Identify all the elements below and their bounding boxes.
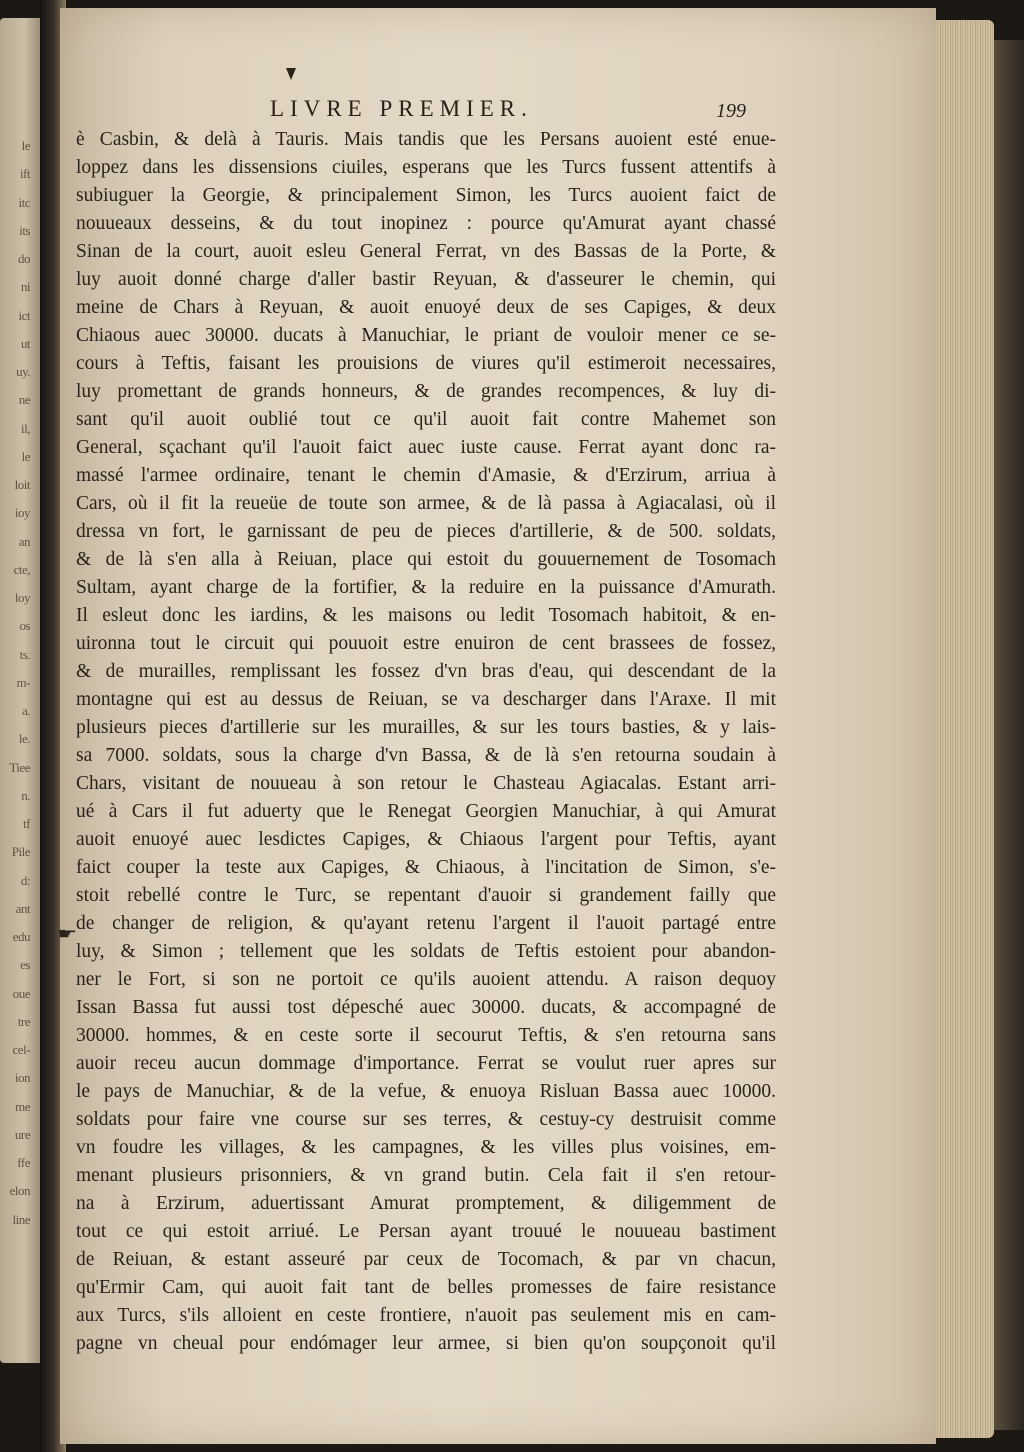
previous-page-fragment: ioy: [14, 505, 30, 521]
text-line: luy auoit donné charge d'aller bastir Reyuan, & d'asseurer le chemin, qui: [76, 269, 776, 290]
text-line: de Reiuan, & estant asseuré par ceux de Tocomach, & par vn chacun,: [76, 1249, 776, 1270]
body-text: [76, 126, 776, 1354]
manicule-icon: ☛: [57, 924, 78, 943]
text-line: pagne vn cheual pour endómager leur armee, si bien qu'on soupçonoit qu'il: [76, 1333, 776, 1354]
text-line: Il esleut donc les iardins, & les maisons ou ledit Tosomach habitoit, & en-: [76, 605, 776, 626]
previous-page-fragment: elon: [9, 1183, 30, 1199]
previous-page-fragment: do: [18, 251, 30, 266]
text-line: Issan Bassa fut aussi tost dépesché auec 30000. ducats, & accompagné de: [76, 997, 776, 1018]
text-line: Cars, où il fit la reueüe de toute son armee, & de là passa à Agiacalasi, où il: [76, 493, 776, 514]
text-line: luy promettant de grands honneurs, & de grandes recompences, & luy di-: [76, 381, 776, 402]
previous-page-fragment: cel-: [12, 1042, 30, 1057]
text-line: faict couper la teste aux Capiges, & Chiaous, à l'incitation de Simon, s'e-: [76, 857, 776, 878]
previous-page-fragment: tf: [23, 816, 30, 831]
previous-page-fragment: its: [19, 222, 30, 238]
text-line: Sinan de la court, auoit esleu General Ferrat, vn des Bassas de la Porte, &: [76, 241, 776, 262]
text-line: soldats pour faire vne course sur ses terres, & cestuy-cy destruisit comme: [76, 1109, 776, 1130]
previous-page-fragment: tre: [17, 1013, 30, 1029]
page-edges: [936, 20, 994, 1438]
running-head: LIVRE PREMIER.: [270, 96, 533, 121]
text-line: sa 7000. soldats, sous la charge d'vn Bassa, & de là s'en retourna soudain à: [76, 745, 776, 766]
previous-page-fragment: a.: [21, 703, 30, 718]
text-line: plusieurs pieces d'artillerie sur les murailles, & sur les tours basties, & y lais-: [76, 717, 776, 738]
previous-page-fragment: ict: [18, 307, 30, 323]
text-line: na à Erzirum, aduertissant Amurat promptement, & diligemment de: [76, 1193, 776, 1214]
text-line: uironna tout le circuit qui pouuoit estre enuiron de cent brassees de fossez,: [76, 633, 776, 654]
previous-page-fragment: ure: [14, 1126, 30, 1142]
text-line: & de là s'en alla à Reiuan, place qui estoit du gouuernement de Tosomach: [76, 549, 776, 570]
text-line: cours à Teftis, faisant les prouisions de viures qu'il estimeroit necessaires,: [76, 353, 776, 374]
previous-page-fragment: line: [12, 1211, 30, 1227]
previous-page-fragment: le.: [18, 731, 30, 747]
previous-page-text: [0, 138, 30, 1228]
text-line: loppez dans les dissensions ciuiles, esperans que les Turcs fussent attentifs à: [76, 157, 776, 178]
previous-page-fragment: ut: [20, 335, 30, 351]
text-line: auoir receu aucun dommage d'importance. Ferrat se voulut ruer apres sur: [76, 1053, 776, 1074]
previous-page-fragment: ni: [20, 279, 30, 295]
text-line: Sultam, ayant charge de la fortifier, & la reduire en la puissance d'Amurath.: [76, 577, 776, 598]
previous-page-fragment: uy.: [16, 364, 30, 379]
previous-page-fragment: le: [21, 448, 30, 464]
text-line: 30000. hommes, & en ceste sorte il secourut Teftis, & s'en retourna sans: [76, 1025, 776, 1046]
text-line: meine de Chars à Reyuan, & auoit enuoyé deux de ses Capiges, & deux: [76, 297, 776, 318]
previous-page-fragment: ffe: [17, 1155, 30, 1170]
text-line: de changer de religion, & qu'ayant retenu l'argent il l'auoit partagé entre: [76, 913, 776, 934]
previous-page-fragment: d:: [20, 872, 30, 888]
text-line: le pays de Manuchiar, & de la vefue, & enuoya Risluan Bassa auec 10000.: [76, 1081, 776, 1102]
text-line: tout ce qui estoit arriué. Le Persan ayant trouué le nouueau bastiment: [76, 1221, 776, 1242]
previous-page-fragment: itc: [18, 194, 30, 210]
text-line: ner le Fort, si son ne portoit ce qu'ils auoient attendu. A raison dequoy: [76, 969, 776, 990]
previous-page-fragment: il,: [21, 420, 30, 436]
text-line: dressa vn fort, le garnissant de peu de pieces d'artillerie, & de 500. soldats,: [76, 521, 776, 542]
text-line: & de murailles, remplissant les fossez d'vn bras d'eau, qui descendant de la: [76, 661, 776, 682]
previous-page-fragment: ant: [15, 900, 30, 916]
previous-page-fragment: m-: [16, 674, 30, 690]
previous-page-fragment: me: [15, 1098, 30, 1114]
text-line: montagne qui est au dessus de Reiuan, se va descharger dans l'Araxe. Il mit: [76, 689, 776, 710]
previous-page-fragment: es: [20, 957, 30, 973]
text-line: ué à Cars il fut aduerty que le Renegat Georgien Manuchiar, à qui Amurat: [76, 801, 776, 822]
text-line: Chiaous auec 30000. ducats à Manuchiar, le priant de vouloir mener ce se-: [76, 325, 776, 346]
previous-page-fragment: os: [19, 618, 30, 634]
text-line: Chars, visitant de nouueau à son retour le Chasteau Agiacalas. Estant arri-: [76, 773, 776, 794]
text-line: auoit enuoyé auec lesdictes Capiges, & Chiaous l'argent pour Teftis, ayant: [76, 829, 776, 850]
text-line: menant plusieurs prisonniers, & vn grand butin. Cela fait il s'en retour-: [76, 1165, 776, 1186]
previous-page-fragment: ne: [18, 392, 30, 408]
text-line: qu'Ermir Cam, qui auoit fait tant de belles promesses de faire resistance: [76, 1277, 776, 1298]
previous-page-fragment: an: [18, 533, 30, 549]
text-line: stoit rebellé contre le Turc, se repentant d'auoir si grandement failly que: [76, 885, 776, 906]
page-number: 199: [716, 100, 746, 122]
previous-page-fragment: Pile: [11, 844, 30, 860]
text-line: aux Turcs, s'ils alloient en ceste frontiere, n'auoit pas seulement mis en cam-: [76, 1305, 776, 1326]
previous-page-fragment: ift: [19, 166, 30, 182]
previous-page-fragment: oue: [12, 985, 30, 1001]
previous-page-fragment: edu: [12, 929, 30, 944]
text-line: luy, & Simon ; tellement que les soldats de Teftis estoient pour abandon-: [76, 941, 776, 962]
previous-page-fragment: loy: [14, 590, 30, 605]
previous-page-fragment: ion: [14, 1070, 30, 1086]
previous-page-edge: [0, 18, 44, 1363]
text-line: vn foudre les villages, & les campagnes, & les villes plus voisines, em-: [76, 1137, 776, 1158]
previous-page-fragment: Tiee: [9, 759, 30, 775]
text-line: nouueaux desseins, & du tout inopinez : pource qu'Amurat ayant chassé: [76, 213, 776, 234]
book-block-shadow: [994, 40, 1024, 1430]
previous-page-fragment: loit: [14, 477, 30, 492]
previous-page-fragment: n.: [21, 787, 30, 803]
previous-page-fragment: cte,: [13, 561, 30, 577]
text-line: massé l'armee ordinaire, tenant le chemin d'Amasie, & d'Erzirum, arriua à: [76, 465, 776, 486]
text-line: subiuguer la Georgie, & principalement Simon, les Turcs auoient faict de: [76, 185, 776, 206]
text-line: General, sçachant qu'il l'auoit faict auec iuste cause. Ferrat ayant donc ra-: [76, 437, 776, 458]
text-line: sant qu'il auoit oublié tout ce qu'il auoit fait contre Mahemet son: [76, 409, 776, 430]
printers-ornament-icon: [286, 68, 296, 80]
previous-page-fragment: le: [21, 138, 30, 153]
text-line: è Casbin, & delà à Tauris. Mais tandis que les Persans auoient esté enue-: [76, 129, 776, 150]
previous-page-fragment: ts.: [19, 646, 30, 662]
